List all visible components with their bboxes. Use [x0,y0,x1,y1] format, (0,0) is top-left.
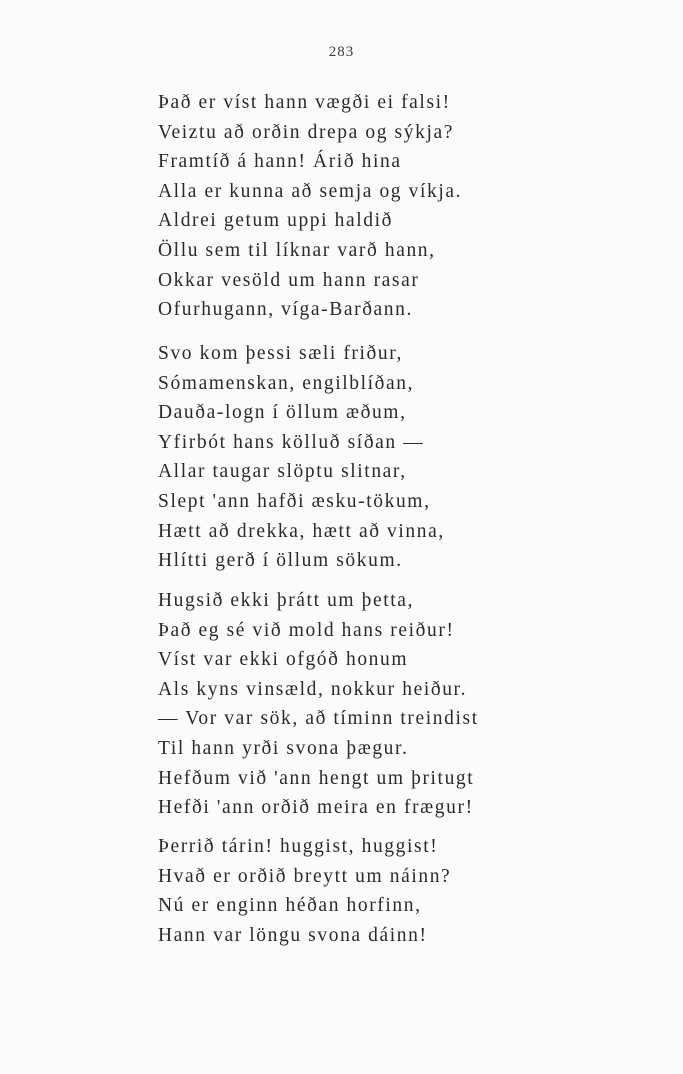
poem-line: Als kyns vinsæld, nokkur heiður. [158,678,468,700]
poem-line: Svo kom þessi sæli friður, [158,343,404,364]
poem-line: Alla er kunna að semja og víkja. [158,180,463,202]
stanza-2 [158,339,445,576]
poem-line: Aldrei getum uppi haldið [158,210,393,232]
poem-line: Veiztu að orðin drepa og sýkja? [158,121,454,143]
poem-line: Framtíð á hann! Árið hina [158,151,402,173]
poem-line: Það eg sé við mold hans reiður! [158,619,455,641]
poem-line: Nú er enginn héðan horfinn, [158,895,422,917]
poem-line: Slept 'ann hafði æsku-tökum, [158,490,431,512]
poem-line: Sómamenskan, engilblíðan, [158,372,415,394]
poem-line: Öllu sem til líknar varð hann, [158,239,436,261]
poem-line: Hætt að drekka, hætt að vinna, [158,520,445,542]
poem-line: Hefðum við 'ann hengt um þritugt [158,767,475,789]
poem-line: Til hann yrði svona þægur. [158,737,409,759]
poem-line: Það er víst hann vægði ei falsi! [158,92,451,113]
poem-line: — Vor var sök, að tíminn treindist [158,708,479,730]
poem-line: Hlítti gerð í öllum sökum. [158,550,403,572]
poem-line: Hefði 'ann orðið meira en frægur! [158,797,474,819]
poem-line: Hvað er orðið breytt um náinn? [158,865,452,887]
poem-line: Hann var löngu svona dáinn! [158,924,428,946]
stanza-3 [158,586,479,823]
page-number: 283 [328,44,355,60]
poem-line: Þerrið tárin! huggist, huggist! [158,836,439,857]
poem-line: Ofurhugann, víga-Barðann. [158,299,413,321]
poem-line: Okkar vesöld um hann rasar [158,269,420,291]
poem-line: Yfirbót hans kölluð síðan — [158,431,425,453]
stanza-1 [158,88,462,325]
poem-line: Dauða-logn í öllum æðum, [158,402,407,424]
stanza-4 [158,832,451,950]
poem-line: Víst var ekki ofgóð honum [158,649,409,671]
poem-line: Hugsið ekki þrátt um þetta, [158,590,415,611]
poem-line: Allar taugar slöptu slitnar, [158,461,407,483]
